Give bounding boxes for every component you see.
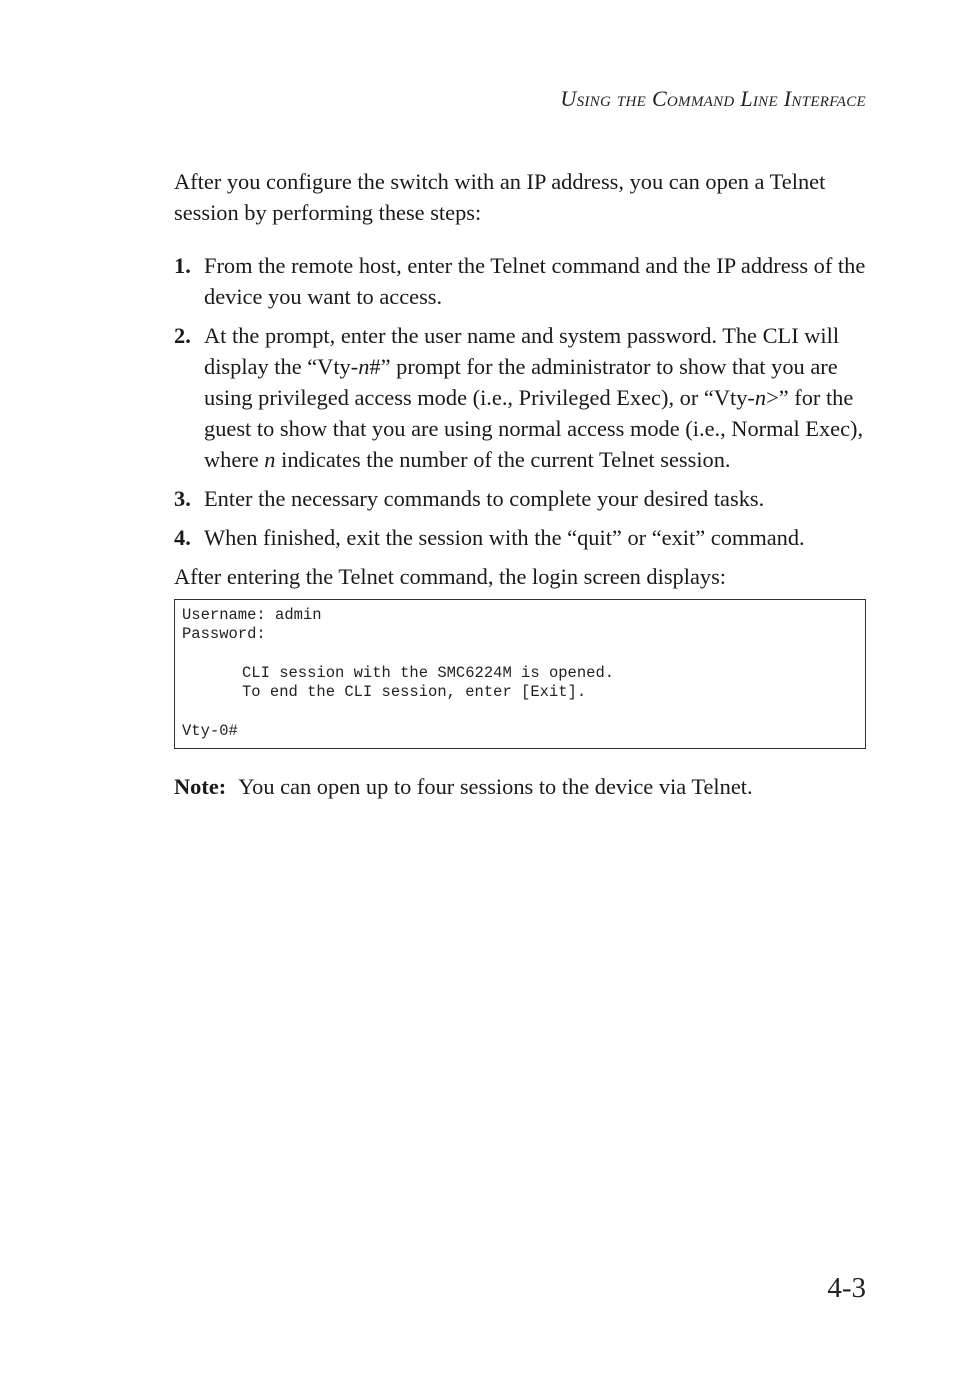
- steps-list: [174, 250, 866, 553]
- intro-paragraph: After you configure the switch with an IP address, you can open a Telnet session by performing these steps:: [174, 169, 826, 225]
- console-intro: After entering the Telnet command, the login screen displays:: [174, 564, 727, 589]
- list-item: [174, 522, 866, 553]
- list-item: [174, 483, 866, 514]
- step-text-part: >” for the guest to show that you are using normal access mode (i.e., Normal Exec), where: [204, 385, 864, 472]
- step-text: From the remote host, enter the Telnet command and the IP address of the device you want to access.: [204, 253, 866, 309]
- step-text: When finished, exit the session with the “quit” or “exit” command.: [204, 525, 805, 550]
- list-item: [174, 250, 866, 312]
- console-line: Vty-0#: [182, 721, 238, 740]
- console-box: [174, 599, 866, 749]
- console-line: [182, 702, 858, 721]
- step-text-part: At the prompt, enter the user name and system password. The CLI will display the “Vty-: [204, 323, 840, 379]
- variable-n: n: [264, 447, 276, 472]
- variable-n: n: [754, 385, 767, 410]
- note-label: Note:: [174, 774, 227, 800]
- step-number: 3.: [174, 486, 191, 511]
- console-line: Password:: [182, 625, 266, 644]
- console-line: CLI session with the SMC6224M is opened.: [242, 663, 615, 682]
- variable-n: n: [358, 354, 370, 379]
- step-text-part: #” prompt for the administrator to show that you are using privileged access mode (i.e., Privileged Exec), or “Vty-: [204, 354, 838, 410]
- console-line: To end the CLI session, enter [Exit].: [242, 683, 587, 702]
- step-text: [204, 323, 863, 472]
- step-text: Enter the necessary commands to complete your desired tasks.: [204, 486, 765, 511]
- step-number: 4.: [174, 525, 191, 550]
- note-text: You can open up to four sessions to the device via Telnet.: [238, 774, 753, 800]
- step-number: 2.: [174, 323, 191, 348]
- page-number: 4-3: [827, 1272, 866, 1304]
- console-line: Username: admin: [182, 606, 322, 624]
- list-item: [174, 320, 866, 475]
- step-number: 1.: [174, 253, 191, 278]
- console-line: [182, 645, 858, 664]
- running-header: Using the Command Line Interface: [560, 86, 866, 111]
- page-body: [174, 166, 866, 802]
- step-text-part: indicates the number of the current Telnet session.: [275, 447, 731, 472]
- note: [174, 771, 866, 802]
